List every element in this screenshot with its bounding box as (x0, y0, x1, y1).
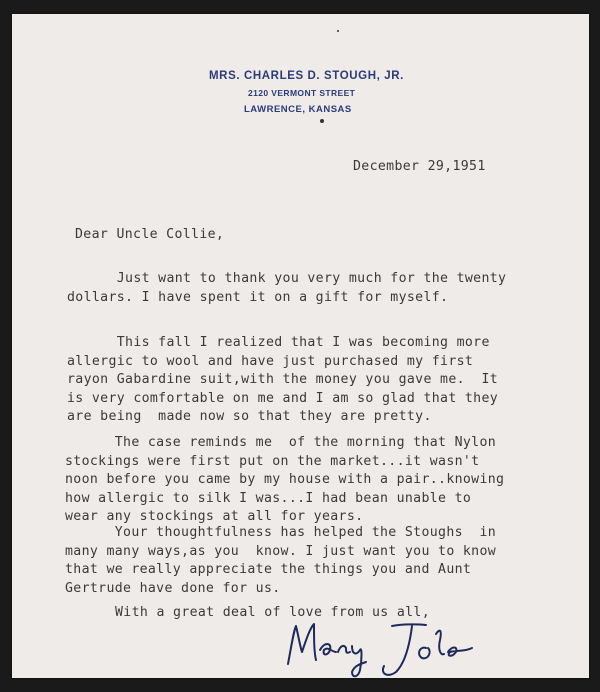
letter-paragraph: Your thoughtfulness has helped the Stoughs in many many ways,as you know. I just want you to know that we really appreciate the things you and Aunt Gertrude have done for us. (65, 525, 497, 596)
letterhead-street: 2120 VERMONT STREET (248, 88, 356, 98)
handwritten-signature (280, 612, 480, 682)
letter-paragraph: Just want to thank you very much for the twenty dollars. I have spent it on a gift for myself. (67, 271, 507, 305)
letter-closing: With a great deal of love from us all, (115, 605, 431, 620)
letter-date: December 29,1951 (353, 159, 486, 174)
letterhead-city: LAWRENCE, KANSAS (244, 104, 352, 115)
paper-speck (320, 119, 324, 123)
letter-paragraph: This fall I realized that I was becoming more allergic to wool and have just purchased my first rayon Gabardine suit,with the money you gave me. It is very comfortable on me and I am so glad that they are being made now so that they are pretty. (67, 335, 499, 425)
letter-paragraph: The case reminds me of the morning that Nylon stockings were first put on the market...it wasn't noon before you came by my house with a pair..knowing how allergic to silk I was...I had bean unable to wear any stockings at all for years. (65, 435, 505, 525)
letterhead-name: MRS. CHARLES D. STOUGH, JR. (209, 70, 404, 82)
letter-salutation: Dear Uncle Collie, (75, 227, 225, 242)
letter-page (12, 14, 589, 678)
paper-speck (337, 30, 339, 32)
